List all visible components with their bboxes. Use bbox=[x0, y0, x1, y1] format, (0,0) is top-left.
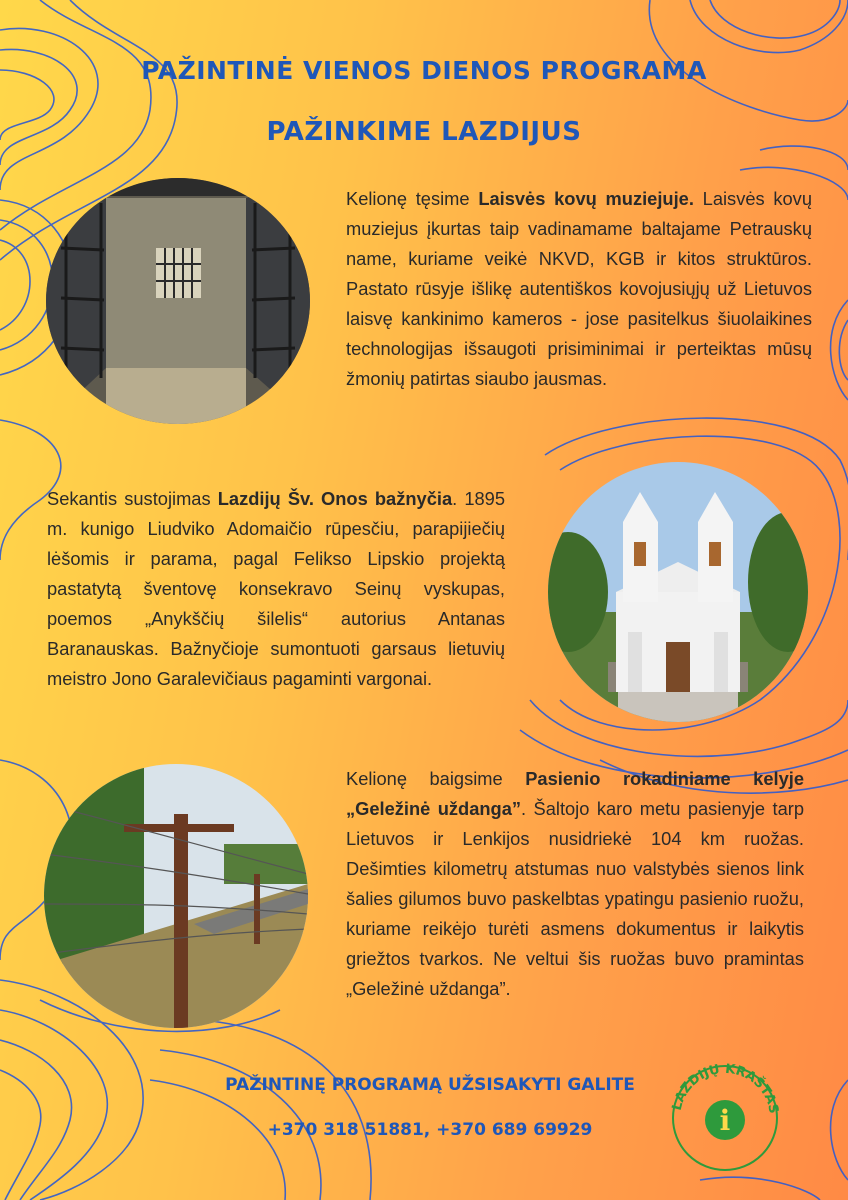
info-icon: i bbox=[719, 1104, 731, 1137]
church-paragraph: Sekantis sustojimas Lazdijų Šv. Onos bažnyčia. 1895 m. kunigo Liudviko Adomaičio rūpesčiu, parapijiečių lėšomis ir parama, pagal Felikso Lipskio projektą pastatytą šventovę konsekravo Seinų vyskupas, poemos „Anykščių šilelis“ autorius Antanas Baranauskas. Bažnyčioje sumontuoti garsaus lietuvių meistro Jono Garalevičiaus pagaminti vargonai. bbox=[47, 488, 506, 689]
order-program-text: PAŽINTINĘ PROGRAMĄ UŽSISAKYTI GALITE bbox=[225, 1075, 635, 1095]
museum-name: Laisvės kovų muziejuje. bbox=[478, 188, 694, 209]
phone-numbers: +370 318 51881, +370 689 69929 bbox=[267, 1120, 593, 1140]
svg-text:LAZDIJŲ KRAŠTAS: LAZDIJŲ KRAŠTAS bbox=[669, 1061, 781, 1115]
border-road-name: Pasienio rokadiniame kelyje „Geležinė uždanga” bbox=[346, 768, 804, 819]
border-road-paragraph: Kelionę baigsime Pasienio rokadiniame kelyje „Geležinė uždanga”. Šaltojo karo metu pasienyje tarp Lietuvos ir Lenkijos nusidriekė 104 km ruožas. Dešimties kilometrų atstumas nuo valstybės sienos link šalies gilumos buvo paskelbtas ypatingu pasienio ruožu, kuriame reikėjo turėti asmens dokumentus ir laikytis griežtos tvarkos. Ne veltui šis ruožas buvo pramintas „Geležinė uždanga”. bbox=[346, 768, 804, 999]
church-name: Lazdijų Šv. Onos bažnyčia bbox=[217, 488, 453, 509]
page-subtitle: PAŽINKIME LAZDIJUS bbox=[266, 117, 582, 147]
church-photo bbox=[548, 462, 808, 722]
lazdiju-krastas-logo bbox=[660, 1048, 790, 1178]
barbed-wire-fence-photo bbox=[44, 764, 308, 1028]
museum-paragraph: Kelionę tęsime Laisvės kovų muziejuje. Laisvės kovų muziejus įkurtas taip vadinamame baltajame Petrauskų name, kuriame veikė NKVD, KGB ir kitos struktūros. Pastato rūsyje išlikę autentiškos kovojusiųjų už Lietuvos laisvę kankinimo kameros - jose pasitelkus šiuolaikines technologijas išsaugoti prisiminimai ir perteiktas mūsų žmonių patirtas siaubo jausmas. bbox=[346, 188, 812, 389]
page-title: PAŽINTINĖ VIENOS DIENOS PROGRAMA bbox=[141, 56, 707, 85]
museum-cell-photo bbox=[46, 178, 310, 424]
